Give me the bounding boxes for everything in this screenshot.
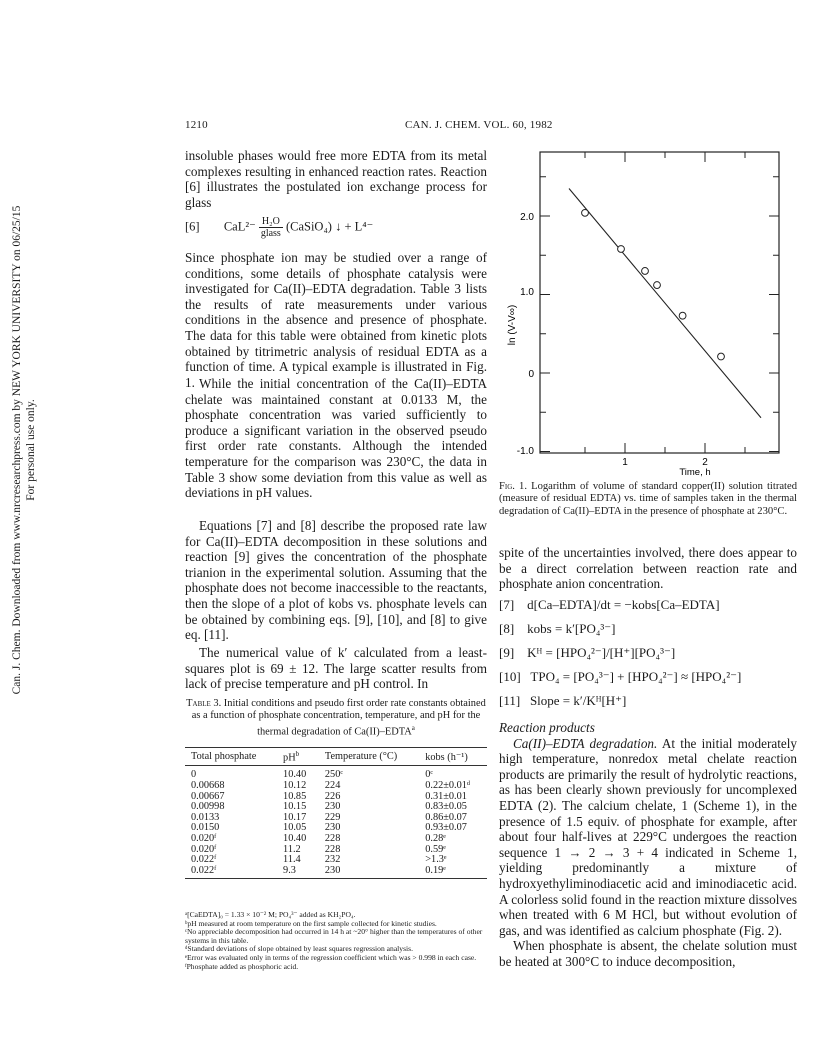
equation-6-number: [6] [185, 219, 200, 234]
left-paragraph-5: The numerical value of k′ calculated from a least-squares plot is 69 ± 12. The large scatter results from lack of precise temperature and pH control. In [185, 645, 487, 692]
fit-line [569, 189, 761, 418]
x-axis-label: Time, h [679, 467, 711, 478]
table-row: 0.022ᶠ 11.4 232 >1.3ᵉ [191, 854, 447, 866]
footnote: ᵈStandard deviations of slope obtained by least squares regression analysis. [185, 944, 414, 954]
table-3-footnotes [185, 911, 487, 971]
data-point [679, 312, 686, 319]
data-point [642, 268, 649, 275]
equation-7: [7] d[Ca–EDTA]/dt = −kobs[Ca–EDTA] [499, 597, 720, 612]
y-tick-label: -1.0 [516, 446, 534, 457]
equation-11: [11] Slope = k′/Kᴴ[H⁺] [499, 693, 627, 708]
equations-7-11 [499, 597, 797, 715]
col-header: Total phosphate [185, 748, 277, 766]
download-side-note [4, 205, 44, 695]
equation-6-rhs: (CaSiO₄) ↓ + L⁴⁻ [285, 219, 374, 234]
table-row: 0.00667 10.85 226 0.31±0.01 [191, 790, 467, 802]
table-3 [185, 747, 487, 879]
section-title: Reaction products [499, 720, 595, 735]
left-paragraph-3: While the initial concentration of the Ca(II)–EDTA chelate was maintained constant at 0.0133 M, the phosphate concentration was varied sufficiently to produce a significant variation in the observed pseudo first order rate constants. Although the intended temperature for the comparison was 230°C, the data in Table 3 show some deviation from this value as well as deviations in pH values. [185, 376, 487, 501]
figure-1-plot [495, 143, 800, 478]
section-reaction-products [499, 720, 797, 970]
table-3-caption: Table 3. Initial conditions and pseudo first order rate constants obtained as a function of phosphate concentration, temperature, and pH for the thermal degradation of Ca(II)–EDTA$^a$ [186, 698, 486, 738]
y-tick-label: 1.0 [520, 287, 534, 298]
footnote: ᵃ[CaEDTA]₀ = 1.33 × 10⁻² M; PO₄³⁻ added as KH₂PO₄. [185, 910, 356, 919]
data-point [582, 209, 589, 216]
y-axis-label: ln (V-V∞) [507, 304, 518, 346]
footnote: ᶠPhosphate added as phosphoric acid. [185, 961, 299, 971]
left-paragraph-2: Since phosphate ion may be studied over a range of conditions, some details of phosphate catalysis were investigated for Ca(II)–EDTA degradation. Table 3 lists the results of rate measurements under various conditions in the absence and presence of phosphate. The data for this table were obtained from kinetic plots obtained by titrimetric analysis of residual EDTA as a function of time. A typical example is illustrated in Fig. 1. [185, 250, 487, 390]
table-row: 0.0150 10.05 230 0.93±0.07 [191, 822, 467, 834]
equation-6-arrow: $\frac{\text{H₂O}}{\text{glass}}$ [260, 216, 281, 239]
data-point [654, 282, 661, 289]
footnote: ᵇpH measured at room temperature on the first sample collected for kinetic studies. [185, 918, 437, 928]
equation-9: [9] Kᴴ = [HPO₄²⁻]/[H⁺][PO₄³⁻] [499, 645, 676, 660]
table-header-row [185, 748, 487, 766]
right-paragraph-1: spite of the uncertainties involved, there does appear to be a direct correlation between reaction rate and phosphate anion concentration. [499, 545, 797, 592]
col-header: Temperature (°C) [319, 748, 419, 766]
figure-1-caption: Fig. 1. Logarithm of volume of standard copper(II) solution titrated (measure of residual EDTA) vs. time of samples taken in the thermal degradation of Ca(II)–EDTA in the presence of phosphate at 230°C. [499, 481, 797, 517]
y-tick-label: 0 [528, 369, 534, 380]
side-note-line-1: Can. J. Chem. Downloaded from www.nrcresearchpress.com by NEW YORK UNIVERSITY on 06/25/15 [11, 205, 23, 695]
footnote: ᶜNo appreciable decomposition had occurred in 14 h at ~20° higher than the temperatures of other systems in this table. [185, 927, 483, 945]
page-number: 1210 [185, 119, 208, 131]
table-row: 0 10.40 250ᶜ 0ᶜ [191, 769, 434, 781]
equation-8: [8] kobs = k′[PO₄³⁻] [499, 621, 616, 636]
side-note-line-2: For personal use only. [25, 399, 37, 501]
x-tick-label: 1 [622, 457, 628, 468]
equation-6 [185, 216, 487, 246]
right-paragraph-3: When phosphate is absent, the chelate solution must be heated at 300°C to induce decomposition, [499, 938, 797, 969]
table-row: 0.0133 10.17 229 0.86±0.07 [191, 811, 467, 823]
table-row: 0.020ᶠ 11.2 228 0.59ᵉ [191, 843, 446, 855]
table-row: 0.022ᶠ 9.3 230 0.19ᵉ [185, 866, 487, 879]
left-paragraph-1: insoluble phases would free more EDTA from its metal complexes resulting in enhanced reaction rates. Reaction [6] illustrates the postulated ion exchange process for glass [185, 148, 487, 210]
y-tick-label: 2.0 [520, 212, 534, 223]
table-row: 0.00998 10.15 230 0.83±0.05 [191, 801, 467, 813]
equation-10: [10] TPO₄ = [PO₄³⁻] + [HPO₄²⁻] ≈ [HPO₄²⁻] [499, 669, 742, 684]
col-header: $pH^b$ [277, 748, 319, 766]
table-row: 0.020ᶠ 10.40 228 0.28ᵉ [191, 832, 446, 844]
col-header: kobs (h⁻¹) [419, 748, 487, 766]
data-point [618, 246, 625, 253]
equation-6-lhs: CaL²⁻ [223, 219, 256, 234]
table-row: 0.00668 10.12 224 0.22±0.01ᵈ [191, 780, 471, 792]
running-header [185, 119, 795, 135]
left-paragraph-4: Equations [7] and [8] describe the proposed rate law for Ca(II)–EDTA decomposition in these solutions and reaction [9] gives the concentration of the phosphate trianion in the experimental solution. Assuming that the phosphate does not become inaccessible to the reactants, then the slope of a plot of kobs vs. phosphate levels can be obtained by combining eqs. [9], [10], and [8] to give eq. [11]. [185, 518, 487, 643]
footnote: ᵉError was evaluated only in terms of the regression coefficient which was > 0.998 in each case. [185, 952, 477, 962]
data-point [718, 353, 725, 360]
journal-running-head: CAN. J. CHEM. VOL. 60, 1982 [405, 119, 553, 131]
right-paragraph-2: Ca(II)–EDTA degradation. At the initial moderately high temperature, nonredox metal chelate reaction products are primarily the result of hydrolytic reactions, as has been clearly shown previously for uncomplexed EDTA (2). The calcium chelate, 1 (Scheme 1), in the presence of 1.5 equiv. of phosphate for example, after about four half-lives at 229°C undergoes the reaction sequence 1 → 2 → 3 + 4 indicated in Scheme 1, yielding predominantly a mixture of hydroxyethyliminodiacetic acid and iminodiacetic acid. A colorless solid found in the reaction mixture dissolves when treated with 6 M HCl, but without evolution of gas, and was identified as calcium phosphate (Fig. 2). [499, 735, 797, 938]
x-tick-label: 2 [702, 457, 708, 468]
